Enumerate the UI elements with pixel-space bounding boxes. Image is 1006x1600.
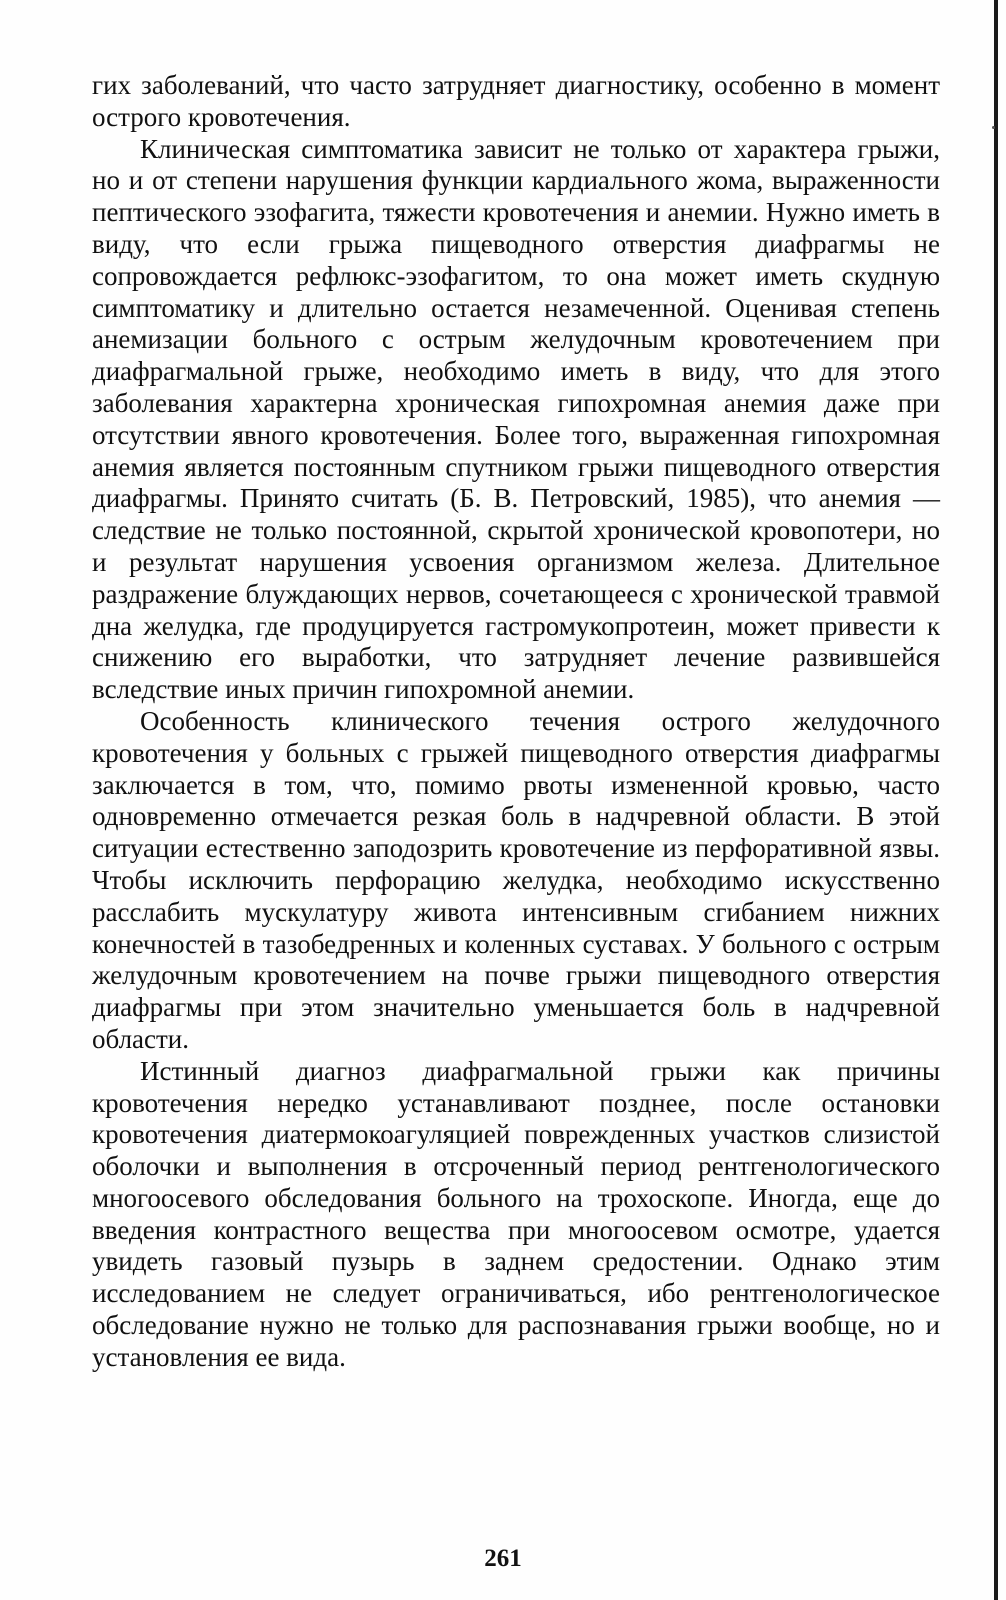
page-number: 261 [484,1545,522,1572]
paragraph-3: Особенность клинического течения острого желудочного кровотечения у больных с грыжей пищеводного отверстия диафрагмы заключается в том, что, помимо рвоты измененной кровью, часто одновременно отмечается резкая боль в надчревной области. В этой ситуации естественно заподозрить кровотечение из перфоративной язвы. Чтобы исключить перфорацию желудка, необходимо искусственно расслабить мускулатуру живота интенсивным сгибанием нижних конечностей в тазобедренных и коленных суставах. У больного с острым желудочным кровотечением на почве грыжи пищеводного отверстия диафрагмы при этом значительно уменьшается боль в надчревной области. [92,705,940,1054]
scan-edge-line [994,0,998,1600]
body-text [92,70,940,1374]
paragraph-2: Клиническая симптоматика зависит не только от характера грыжи, но и от степени нарушения функции кардиального жома, выраженности пептического эзофагита, тяжести кровотечения и анемии. Нужно иметь в виду, что если грыжа пищеводного отверстия диафрагмы не сопровождается рефлюкс-эзофагитом, то она может иметь скудную симптоматику и длительно остается незамеченной. Оценивая степень анемизации больного с острым желудочным кровотечением при диафрагмальной грыже, необходимо иметь в виду, что для этого заболевания характерна хроническая гипохромная анемия даже при отсутствии явного кровотечения. Более того, выраженная гипохромная анемия является постоянным спутником грыжи пищеводного отверстия диафрагмы. Принято считать (Б. В. Петровский, 1985), что анемия — следствие не только постоянной, скрытой хронической кровопотери, но и результат нарушения усвоения организмом железа. Длительное раздражение блуждающих нервов, сочетающееся с хронической травмой дна желудка, где продуцируется гастромукопротеин, может привести к снижению его выработки, что затрудняет лечение развившейся вследствие иных причин гипохромной анемии. [92,133,940,705]
scan-speck [992,126,995,129]
paragraph-1: гих заболеваний, что часто затрудняет диагностику, особенно в момент острого кровотечения. [92,70,940,132]
paragraph-4: Истинный диагноз диафрагмальной грыжи как причины кровотечения нередко устанавливают позднее, после остановки кровотечения диатермокоагуляцией поврежденных участков слизистой оболочки и выполнения в отсроченный период рентгенологического многоосевого обследования больного на трохоскопе. Иногда, еще до введения контрастного вещества при многоосевом осмотре, удается увидеть газовый пузырь в заднем средостении. Однако этим исследованием не следует ограничиваться, ибо рентгенологическое обследование нужно не только для распознавания грыжи вообще, но и установления ее вида. [92,1055,940,1372]
